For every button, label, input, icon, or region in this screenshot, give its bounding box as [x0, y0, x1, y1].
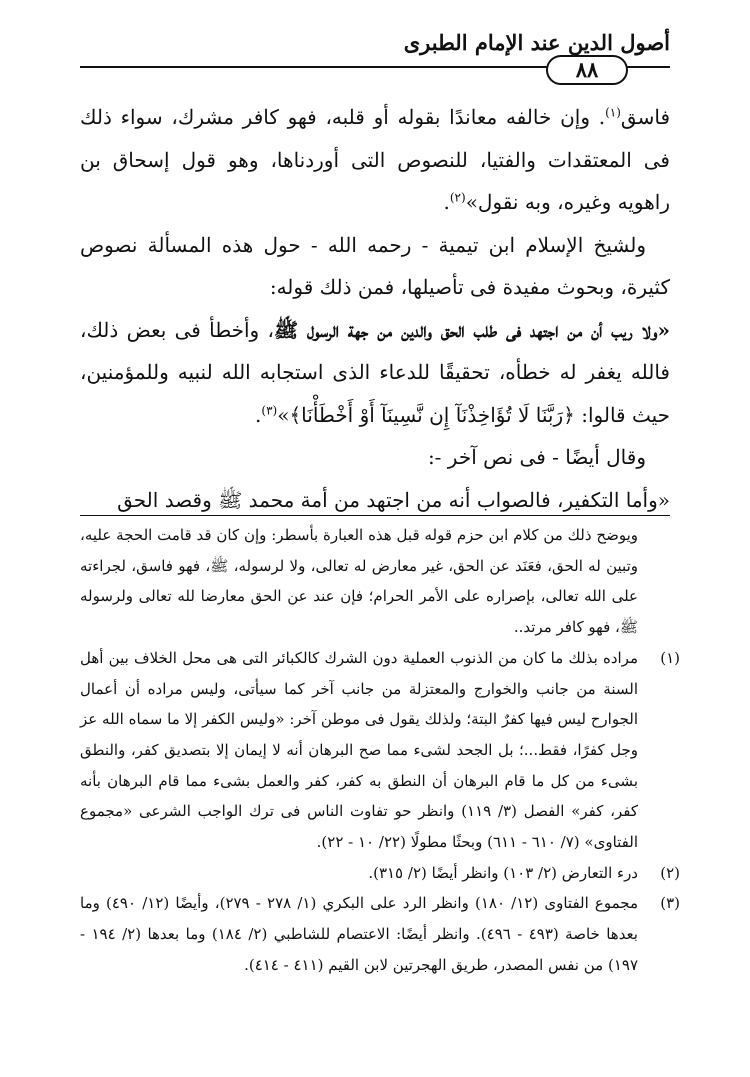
footnotes — [80, 520, 680, 981]
page-number-badge: ٨٨ — [546, 55, 628, 85]
running-header: أصول الدين عند الإمام الطبرى — [403, 30, 670, 55]
paragraph-1: فاسق$^{(١)}$. وإن خالفه معاندًا بقوله أو قلبه، فهو كافر مشرك، سواء ذلك فى المعتقدات والفتيا، للنصوص التى أوردناها، وهو قول إسحاق بن راهويه وغيره، وبه نقول»$^{(٢)}$. — [80, 105, 670, 214]
footnote-divider — [80, 515, 670, 516]
footnote-1: (١) مراده بذلك ما كان من الذنوب العملية دون الشرك كالكبائر التى هى محل الخلاف بين أهل السنة من جانب والخوارج والمعتزلة من جانب آخر كما سيأتى، وليس مراده أن أعمال الجوارح ليس فيها كفرٌ البتة؛ ولذلك يقول فى موطن آخر: «وليس الكفر إلا ما سماه الله عز وجل كفرًا، فقط...؛ بل الجحد لشىء مما صح البرهان أنه لا إيمان إلا بتصديق كفر، والنطق بشىء من كل ما قام البرهان أن النطق به كفر، كفر والعمل بشىء مما قام البرهان بأنه كفر، كفر» الفصل (٣/ ١١٩) وانظر حو تفاوت الناس فى ترك الواجب الشرعى «مجموع الفتاوى» (٧/ ٦١٠ - ٦١١) وبحثًا مطولًا (٢٢/ ١٠ - ٢٢). — [80, 648, 680, 852]
paragraph-3: وقال أيضًا - فى نص آخر -: — [427, 445, 646, 469]
quote-2: «وأما التكفير، فالصواب أنه من اجتهد من أمة محمد ﷺ وقصد الحق — [117, 487, 670, 512]
quote-1: «ولا ريب أن من اجتهد فى طلب الحق والدين من جهة الرسول ﷺ، وأخطأ فى بعض ذلك، فالله يغفر له خطأه، تحقيقًا للدعاء الذى استجابه الله لنبيه وللمؤمنين، حيث قالوا: ﴿رَبَّنَا لَا تُؤَاخِذْنَآ إِن نَّسِينَآ أَوْ أَخْطَأْنَا﴾»$^{(٣)}$. — [80, 317, 670, 427]
footnote-3: (٣) مجموع الفتاوى (١٢/ ١٨٠) وانظر الرد على البكري (١/ ٢٧٨ - ٢٧٩)، وأيضًا (١٢/ ٤٩٠) وما بعدها خاصة (٤٩٣ - ٤٩٦). وانظر أيضًا: الاعتصام للشاطبي (٢/ ١٨٤) وما بعدها (٢/ ١٩٤ - ١٩٧) من نفس المصدر، طريق الهجرتين لابن القيم (٤١١ - ٤١٤). — [80, 894, 680, 974]
footnote-continuation: ويوضح ذلك من كلام ابن حزم قوله قبل هذه العبارة بأسطر: وإن كان قد قامت الحجة عليه، وتبين له الحق، فعَنَد عن الحق، غير معارض له تعالى، ولا لرسوله، ﷺ، فهو فاسق، لجراءته على الله تعالى، بإصراره على الأمر الحرام؛ فإن عند عن الحق معارضا لله تعالى ولرسوله ﷺ، فهو كافر مرتد.. — [80, 526, 638, 637]
paragraph-2: ولشيخ الإسلام ابن تيمية - رحمه الله - حول هذه المسألة نصوص كثيرة، وبحوث مفيدة فى تأصيلها، فمن ذلك قوله: — [80, 232, 670, 299]
footnote-2: (٢) درء التعارض (٢/ ١٠٣) وانظر أيضًا (٢/ ٣١٥). — [368, 863, 680, 882]
main-text — [80, 96, 670, 521]
